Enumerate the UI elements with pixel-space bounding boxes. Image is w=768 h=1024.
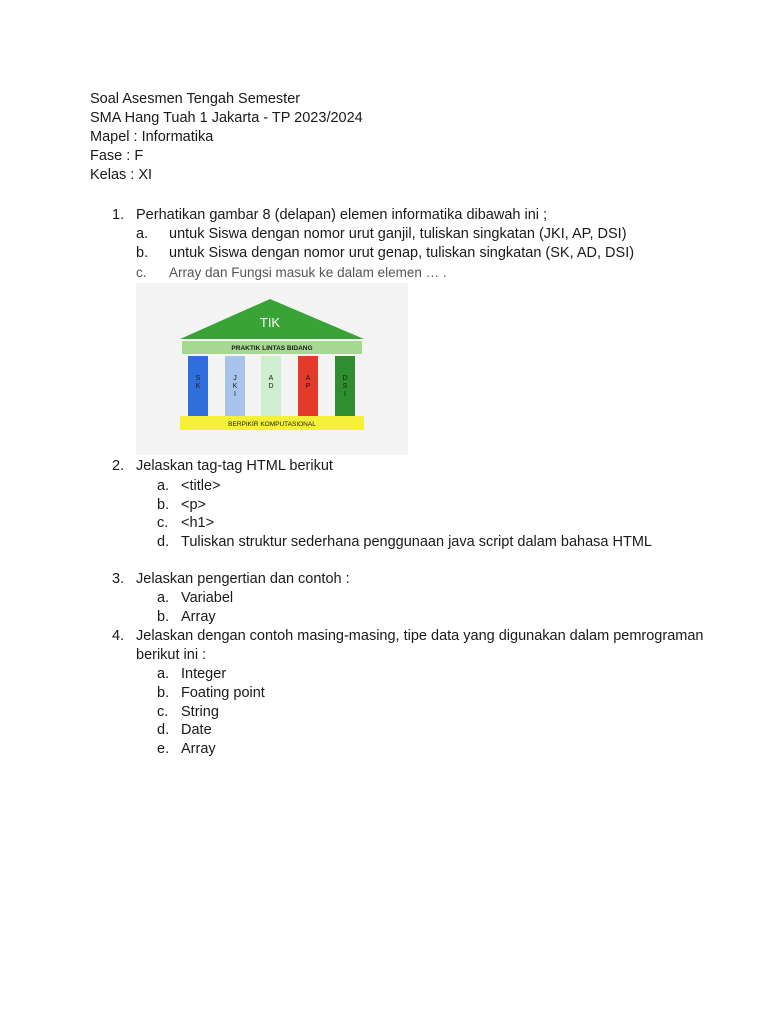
question-4-item-b bbox=[157, 684, 265, 703]
item-text: Array bbox=[181, 741, 216, 757]
pillar-label-1: K bbox=[195, 383, 201, 390]
item-letter: b. bbox=[157, 497, 170, 513]
question-text: Jelaskan dengan contoh masing-masing, tipe data yang digunakan dalam pemrograman bbox=[136, 628, 704, 644]
item-text: untuk Siswa dengan nomor urut genap, tuliskan singkatan (SK, AD, DSI) bbox=[169, 245, 635, 261]
class-line: Kelas : XI bbox=[90, 167, 153, 183]
pillar-label-5: D bbox=[342, 375, 348, 382]
subject-line: Mapel : Informatika bbox=[90, 129, 214, 145]
question-3-item-b bbox=[157, 608, 216, 627]
pillar-label-5: S bbox=[342, 383, 348, 390]
question-number: 1. bbox=[112, 207, 125, 223]
item-letter: a. bbox=[157, 478, 170, 494]
pillar-label-2: J bbox=[233, 375, 237, 382]
band-label: PRAKTIK LINTAS BIDANG bbox=[231, 345, 313, 352]
item-text: Tuliskan struktur sederhana penggunaan java script dalam bahasa HTML bbox=[181, 534, 652, 550]
question-2 bbox=[112, 457, 333, 476]
item-letter: e. bbox=[157, 741, 170, 757]
question-text: Jelaskan pengertian dan contoh : bbox=[136, 571, 350, 587]
pillar-label-2: I bbox=[234, 391, 236, 398]
item-letter: d. bbox=[157, 722, 170, 738]
question-1-item-a bbox=[136, 225, 627, 244]
question-text: Perhatikan gambar 8 (delapan) elemen informatika dibawah ini ; bbox=[136, 207, 548, 223]
question-4-item-d bbox=[157, 721, 212, 740]
pillar-label-3: D bbox=[268, 383, 274, 390]
item-text: <p> bbox=[181, 497, 206, 513]
question-number: 4. bbox=[112, 628, 125, 644]
item-letter: c. bbox=[157, 515, 169, 531]
temple-diagram bbox=[136, 283, 408, 455]
item-letter: b. bbox=[136, 245, 149, 261]
exam-title: Soal Asesmen Tengah Semester bbox=[90, 91, 301, 107]
pillar-label-5: I bbox=[344, 391, 346, 398]
pillar-label-3: A bbox=[268, 375, 274, 382]
item-text: String bbox=[181, 704, 219, 720]
question-3-item-a bbox=[157, 589, 233, 608]
item-letter: b. bbox=[157, 685, 170, 701]
question-1-item-b bbox=[136, 244, 634, 263]
question-number: 3. bbox=[112, 571, 125, 587]
question-1-item-c bbox=[136, 263, 447, 282]
item-letter: a. bbox=[157, 666, 170, 682]
item-letter: b. bbox=[157, 609, 170, 625]
question-text-continued: berikut ini : bbox=[136, 647, 207, 663]
pillar-label-4: A bbox=[305, 375, 311, 382]
question-4-item-e bbox=[157, 740, 216, 759]
question-4-item-a bbox=[157, 665, 226, 684]
item-text: <h1> bbox=[181, 515, 215, 531]
item-text: Integer bbox=[181, 666, 227, 682]
pillar-label-4: P bbox=[305, 383, 311, 390]
question-4-item-c bbox=[157, 703, 219, 722]
item-letter: a. bbox=[136, 226, 149, 242]
roof-label: TIK bbox=[259, 315, 281, 330]
question-4-continuation bbox=[136, 646, 206, 665]
question-1 bbox=[112, 206, 547, 225]
question-2-item-c bbox=[157, 514, 214, 533]
item-text: Variabel bbox=[181, 590, 234, 606]
question-2-item-a bbox=[157, 477, 221, 496]
item-text: <title> bbox=[181, 478, 221, 494]
pillar-label-2: K bbox=[232, 383, 238, 390]
question-text: Jelaskan tag-tag HTML berikut bbox=[136, 458, 333, 474]
question-4 bbox=[112, 627, 703, 646]
item-text: untuk Siswa dengan nomor urut ganjil, tuliskan singkatan (JKI, AP, DSI) bbox=[169, 226, 627, 242]
pillar-label-1: S bbox=[195, 375, 201, 382]
base-label: BERPIKIR KOMPUTASIONAL bbox=[228, 421, 316, 428]
item-letter: d. bbox=[157, 534, 170, 550]
question-3 bbox=[112, 570, 350, 589]
item-text: Date bbox=[181, 722, 212, 738]
item-letter: c. bbox=[136, 265, 147, 280]
item-text: Foating point bbox=[181, 685, 265, 701]
item-letter: a. bbox=[157, 590, 170, 606]
question-number: 2. bbox=[112, 458, 125, 474]
item-letter: c. bbox=[157, 704, 169, 720]
question-2-item-d bbox=[157, 533, 652, 552]
phase-line: Fase : F bbox=[90, 148, 144, 164]
school-name: SMA Hang Tuah 1 Jakarta - TP 2023/2024 bbox=[90, 110, 363, 126]
item-text: Array bbox=[181, 609, 216, 625]
document-header bbox=[90, 90, 363, 185]
item-text: Array dan Fungsi masuk ke dalam elemen … . bbox=[169, 265, 447, 280]
informatics-elements-figure bbox=[136, 283, 408, 455]
question-2-item-b bbox=[157, 496, 206, 515]
